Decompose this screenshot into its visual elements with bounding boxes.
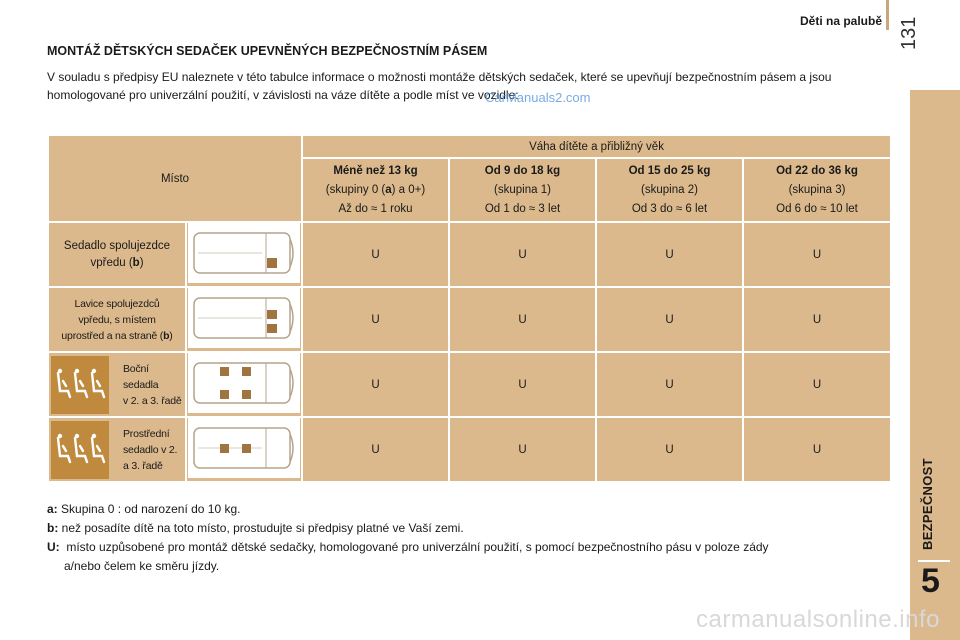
van-seat-diagram-icon	[188, 223, 300, 283]
place-line: Prostřední	[123, 427, 170, 440]
group-weight: Od 9 do 18 kg	[484, 164, 561, 177]
group-age: Od 1 do ≈ 3 let	[484, 202, 561, 215]
group-number-post: ) a 0+)	[391, 183, 426, 196]
child-seat-icon	[51, 421, 109, 479]
group-number: (skupina 3)	[788, 183, 846, 196]
note-u-continued: a/nebo čelem ke směru jízdy.	[64, 559, 220, 573]
suitability-cell: U	[449, 287, 596, 352]
watermark-link[interactable]: CarManuals2.com	[485, 90, 591, 105]
place-text: uprostřed a na straně (	[61, 329, 164, 342]
suitability-cell: U	[302, 222, 449, 287]
place-text: )	[169, 329, 173, 342]
vehicle-diagram-cell	[186, 287, 302, 352]
suitability-cell: U	[743, 417, 891, 482]
group-weight: Od 15 do 25 kg	[628, 164, 711, 177]
group-header-3	[743, 158, 891, 222]
note-text: Skupina 0 : od narození do 10 kg.	[61, 502, 241, 516]
page-title: MONTÁŽ DĚTSKÝCH SEDAČEK UPEVNĚNÝCH BEZPEČNOSTNÍM PÁSEM	[47, 44, 488, 58]
place-line	[53, 255, 181, 272]
watermark-footer: carmanualsonline.info	[696, 606, 940, 633]
seat-marker	[220, 367, 229, 376]
place-icon-wrap	[49, 355, 185, 415]
suitability-cell: U	[596, 222, 743, 287]
suitability-cell: U	[743, 287, 891, 352]
group-weight: Od 22 do 36 kg	[776, 164, 858, 177]
child-seat-icon	[51, 356, 109, 414]
suitability-cell: U	[743, 222, 891, 287]
note-a	[47, 500, 877, 519]
seat-marker	[220, 444, 229, 453]
group-number: (skupina 2)	[641, 183, 698, 196]
group-header-2	[596, 158, 743, 222]
seat-marker	[242, 390, 251, 399]
suitability-cell: U	[596, 417, 743, 482]
seat-marker	[242, 444, 251, 453]
suitability-cell: U	[302, 287, 449, 352]
place-line: Sedadlo spolujezdce	[63, 239, 171, 252]
table-row	[48, 352, 891, 417]
table-row	[48, 287, 891, 352]
suitability-cell: U	[449, 417, 596, 482]
place-label-text	[123, 426, 177, 474]
seat-marker	[267, 258, 277, 268]
place-text: vpředu (	[90, 256, 133, 269]
vehicle-diagram-cell	[186, 222, 302, 287]
place-side-seats	[48, 352, 186, 417]
seat-marker	[267, 324, 277, 333]
place-line: v 2. a 3. řadě	[123, 394, 182, 407]
note-u	[47, 538, 877, 557]
suitability-cell: U	[302, 417, 449, 482]
place-icon-wrap	[49, 420, 185, 480]
note-label: a:	[47, 502, 58, 516]
group-weight: Méně než 13 kg	[333, 164, 418, 177]
suitability-cell: U	[449, 352, 596, 417]
group-age: Od 6 do ≈ 10 let	[776, 202, 858, 215]
group-number-pre: (skupiny 0 (	[325, 183, 386, 196]
weight-header: Váha dítěte a přibližný věk	[302, 135, 891, 158]
suitability-cell: U	[743, 352, 891, 417]
group-number: (skupina 1)	[494, 183, 551, 196]
suitability-cell: U	[596, 287, 743, 352]
group-number	[303, 181, 448, 200]
vehicle-diagram-cell	[186, 352, 302, 417]
vehicle-diagram-cell	[186, 417, 302, 482]
intro-paragraph: V souladu s předpisy EU naleznete v této tabulce informace o možnosti montáže dětských sedaček, které se upevňují bezpečnostním pásem a jsou homologované pro univerzální použití, v závislosti na váze dítěte a podle míst ve vozidle:	[47, 70, 832, 102]
three-seats-icon	[54, 367, 106, 403]
seat-marker	[242, 367, 251, 376]
place-line: Lavice spolujezdců	[74, 297, 160, 310]
place-header: Místo	[48, 135, 302, 222]
group-age: Od 3 do ≈ 6 let	[631, 202, 708, 215]
place-line: sedadlo v 2.	[123, 443, 178, 456]
table-row	[48, 417, 891, 482]
group-header-0	[302, 158, 449, 222]
three-seats-icon	[54, 432, 106, 468]
note-label: b:	[47, 521, 59, 535]
group-header-1	[449, 158, 596, 222]
header-accent-bar	[886, 0, 889, 30]
section-title: Děti na palubě	[799, 14, 882, 28]
place-line: Boční	[123, 362, 149, 375]
note-text: než posadíte dítě na toto místo, prostudujte si předpisy platné ve Vaší zemi.	[61, 521, 464, 535]
footnotes	[47, 500, 877, 576]
place-line: vpředu, s místem	[78, 313, 156, 326]
place-line: sedadla	[123, 378, 159, 391]
group-number-bold: a	[385, 183, 392, 196]
suitability-cell: U	[596, 352, 743, 417]
place-line	[53, 328, 181, 344]
place-front-passenger-bench	[48, 287, 186, 352]
chapter-label: BEZPEČNOST	[920, 458, 935, 550]
chapter-side-tab	[910, 90, 960, 640]
place-line: a 3. řadě	[123, 459, 163, 472]
van-seat-diagram-icon	[188, 288, 300, 348]
suitability-cell: U	[302, 352, 449, 417]
place-text: )	[139, 256, 144, 269]
place-front-passenger-seat	[48, 222, 186, 287]
place-text-bold: b	[132, 256, 140, 269]
group-age: Až do ≈ 1 roku	[338, 202, 413, 215]
place-label-text	[123, 361, 182, 409]
page-number-text: 131	[898, 16, 920, 50]
suitability-cell: U	[449, 222, 596, 287]
child-seat-table	[47, 134, 892, 483]
chapter-number: 5	[921, 562, 940, 600]
note-label: U:	[47, 540, 60, 554]
page-number	[898, 10, 921, 50]
seat-marker	[267, 310, 277, 319]
place-text-bold: b	[163, 329, 170, 342]
table-row	[48, 222, 891, 287]
place-middle-seat	[48, 417, 186, 482]
note-b	[47, 519, 877, 538]
van-seat-diagram-icon	[188, 353, 300, 413]
seat-marker	[220, 390, 229, 399]
van-seat-diagram-icon	[188, 418, 300, 478]
note-text: místo uzpůsobené pro montáž dětské sedačky, homologované pro univerzální použití, s pomocí bezpečnostního pásu v poloze zády	[66, 540, 769, 554]
